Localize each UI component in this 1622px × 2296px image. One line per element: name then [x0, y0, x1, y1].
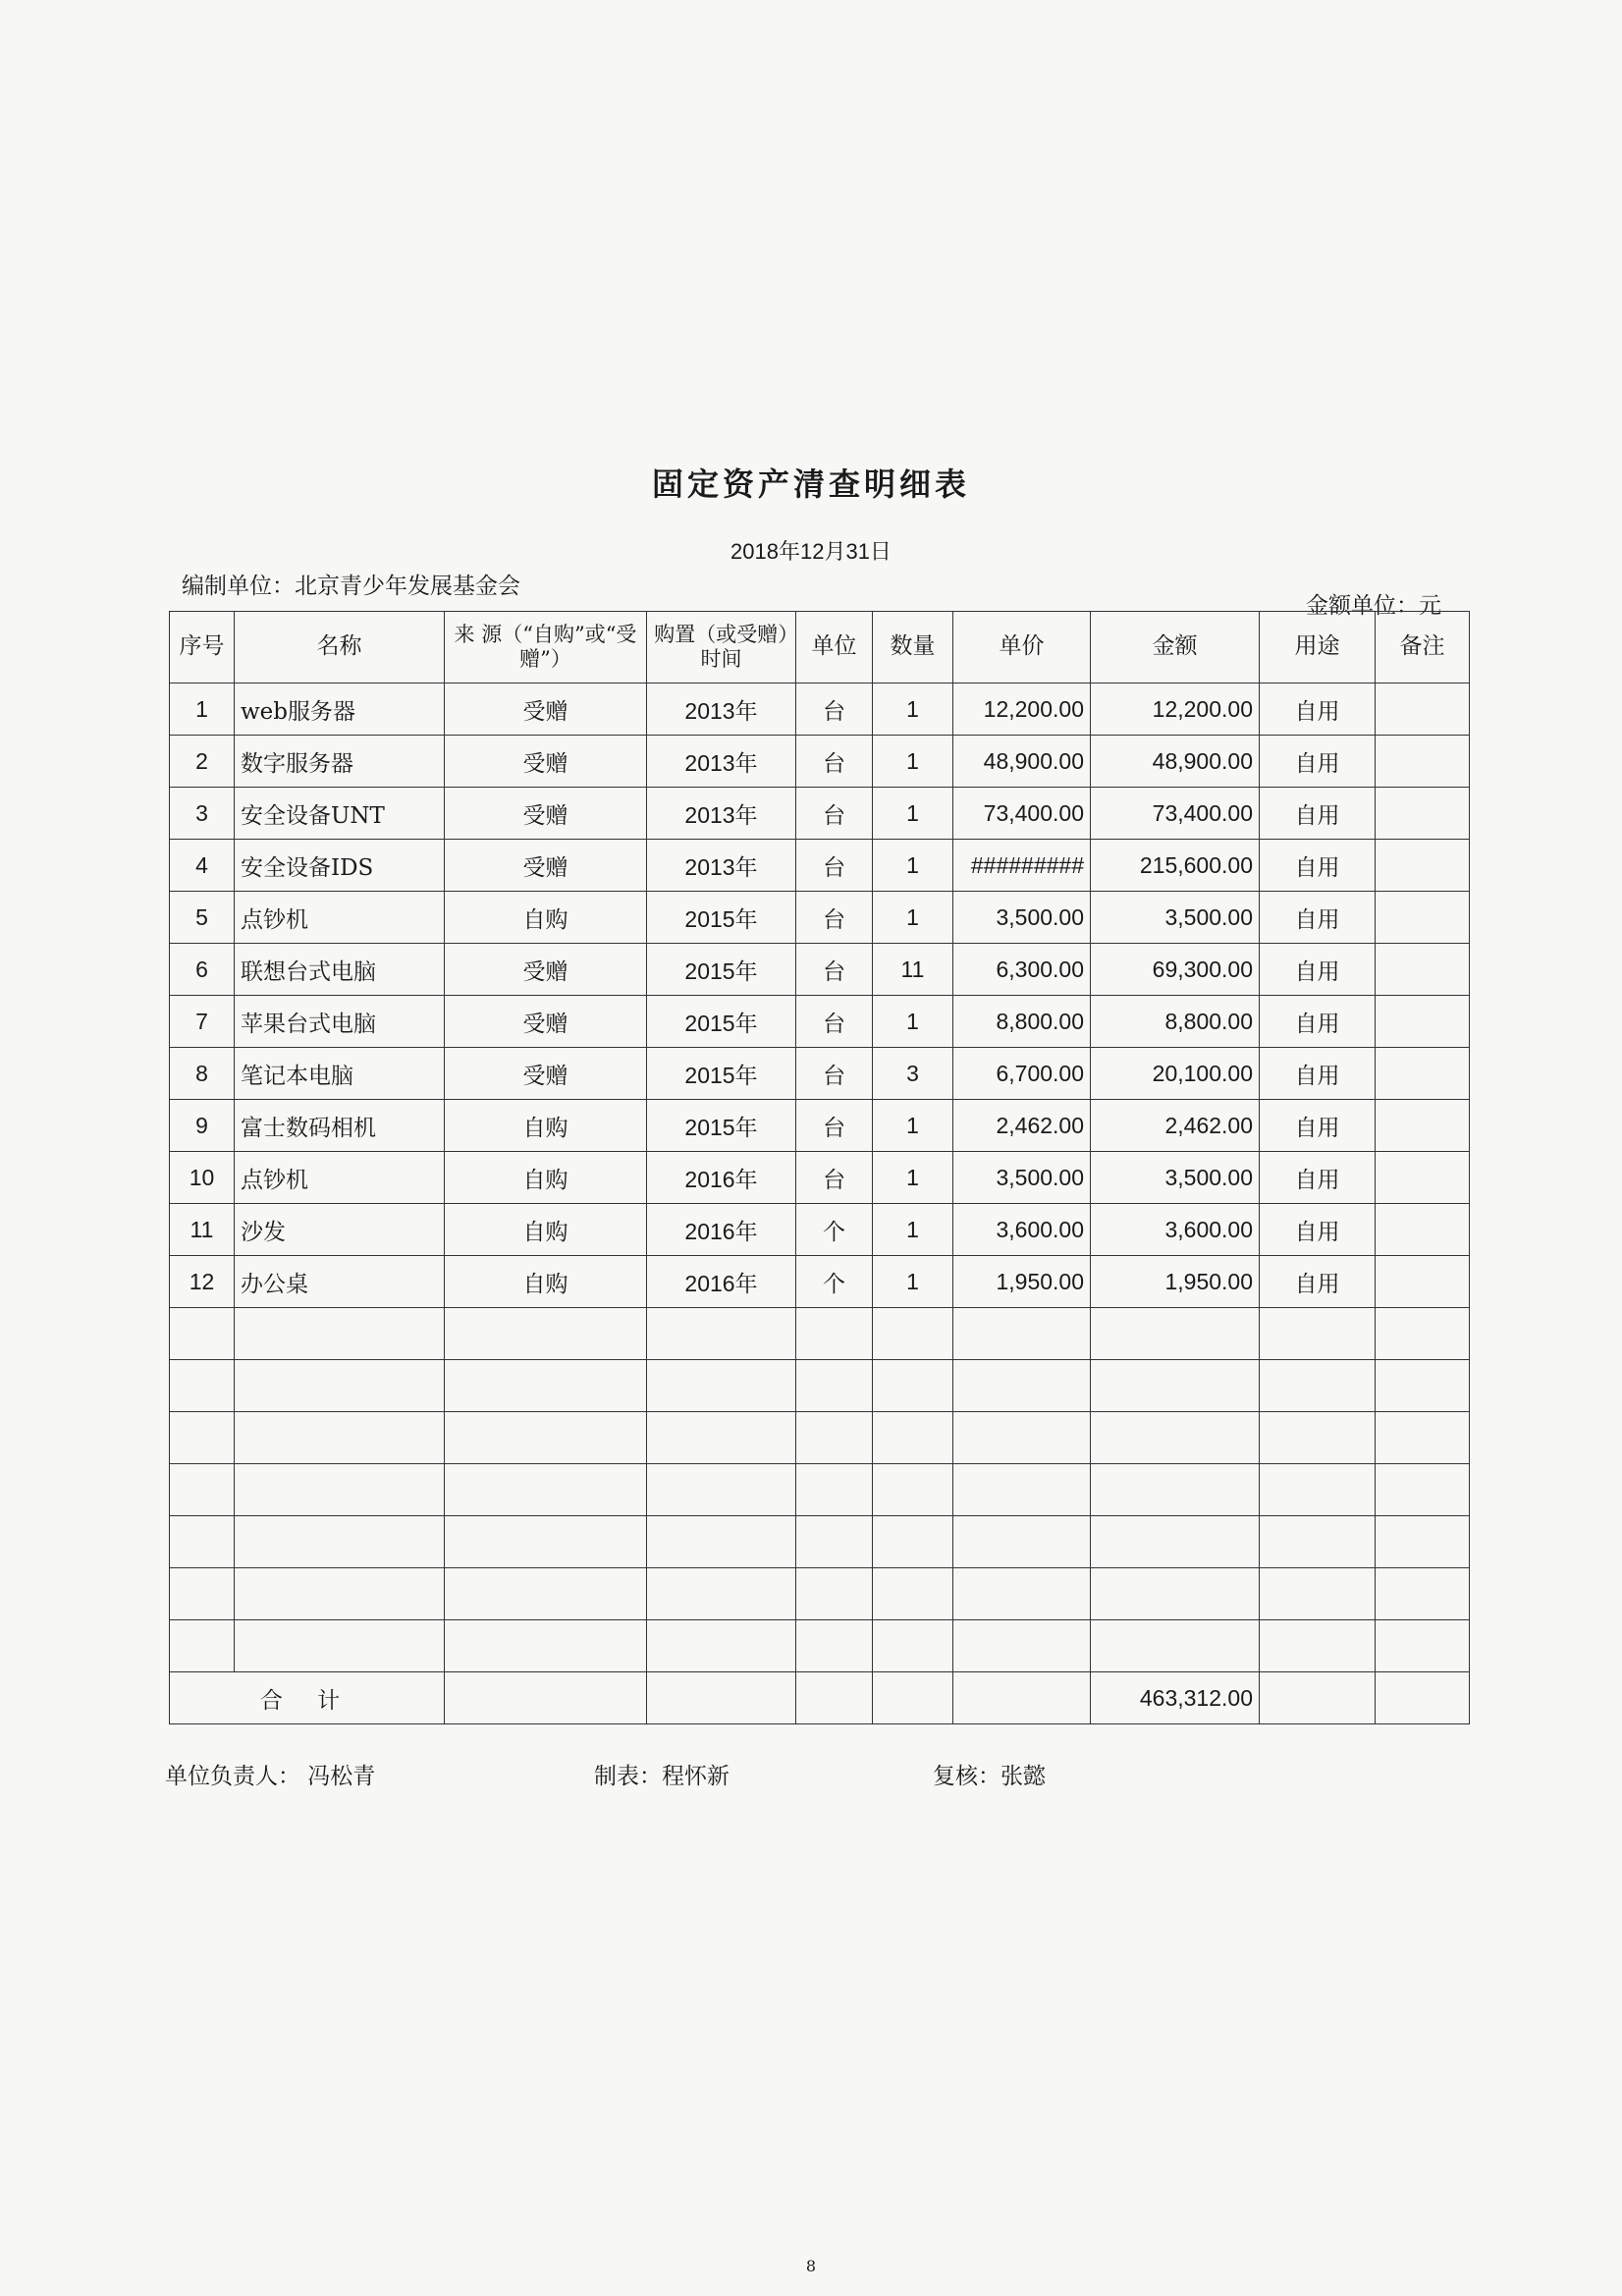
- empty-cell: [873, 1672, 953, 1724]
- cell-qty: 1: [873, 1100, 953, 1152]
- empty-cell: [445, 1464, 647, 1516]
- cell-year: 2013年: [647, 788, 796, 840]
- cell-no: 7: [170, 996, 235, 1048]
- cell-note: [1376, 1204, 1470, 1256]
- cell-note: [1376, 1048, 1470, 1100]
- empty-cell: [796, 1360, 873, 1412]
- cell-use: 自用: [1260, 683, 1376, 736]
- cell-amount: 20,100.00: [1091, 1048, 1260, 1100]
- cell-use: 自用: [1260, 1100, 1376, 1152]
- header-unit: 单位: [796, 612, 873, 683]
- cell-source: 受赠: [445, 840, 647, 892]
- cell-note: [1376, 996, 1470, 1048]
- empty-cell: [647, 1620, 796, 1672]
- cell-qty: 3: [873, 1048, 953, 1100]
- cell-price: 73,400.00: [953, 788, 1091, 840]
- cell-note: [1376, 1152, 1470, 1204]
- empty-cell: [647, 1308, 796, 1360]
- cell-name: 数字服务器: [235, 736, 445, 788]
- empty-cell: [953, 1360, 1091, 1412]
- empty-row: [170, 1412, 1470, 1464]
- header-price: 单价: [953, 612, 1091, 683]
- cell-note: [1376, 1256, 1470, 1308]
- cell-unit: 台: [796, 1100, 873, 1152]
- empty-cell: [1376, 1620, 1470, 1672]
- cell-no: 8: [170, 1048, 235, 1100]
- page-title: 固定资产清查明细表: [651, 465, 970, 503]
- page-number: 8: [805, 2257, 817, 2275]
- empty-cell: [445, 1672, 647, 1724]
- header-qty: 数量: [873, 612, 953, 683]
- cell-amount: 73,400.00: [1091, 788, 1260, 840]
- cell-unit: 个: [796, 1256, 873, 1308]
- cell-source: 自购: [445, 892, 647, 944]
- table-header-row: [170, 612, 1470, 683]
- empty-cell: [1376, 1308, 1470, 1360]
- cell-year: 2013年: [647, 683, 796, 736]
- table-row: [170, 736, 1470, 788]
- cell-amount: 69,300.00: [1091, 944, 1260, 996]
- empty-cell: [170, 1360, 235, 1412]
- total-row: [170, 1672, 1470, 1724]
- cell-price: 6,700.00: [953, 1048, 1091, 1100]
- cell-name: 点钞机: [235, 892, 445, 944]
- empty-cell: [235, 1360, 445, 1412]
- table-row: [170, 1048, 1470, 1100]
- cell-note: [1376, 892, 1470, 944]
- cell-no: 2: [170, 736, 235, 788]
- empty-cell: [796, 1412, 873, 1464]
- empty-cell: [1260, 1464, 1376, 1516]
- cell-unit: 台: [796, 892, 873, 944]
- empty-cell: [873, 1568, 953, 1620]
- empty-cell: [1376, 1360, 1470, 1412]
- total-amount: 463,312.00: [1091, 1672, 1260, 1724]
- cell-note: [1376, 944, 1470, 996]
- empty-row: [170, 1516, 1470, 1568]
- cell-no: 3: [170, 788, 235, 840]
- cell-amount: 48,900.00: [1091, 736, 1260, 788]
- cell-unit: 台: [796, 736, 873, 788]
- header-amount: 金额: [1091, 612, 1260, 683]
- cell-amount: 2,462.00: [1091, 1100, 1260, 1152]
- cell-name: web服务器: [235, 683, 445, 736]
- empty-row: [170, 1568, 1470, 1620]
- cell-year: 2015年: [647, 892, 796, 944]
- cell-unit: 台: [796, 944, 873, 996]
- empty-cell: [170, 1516, 235, 1568]
- cell-price: 48,900.00: [953, 736, 1091, 788]
- cell-use: 自用: [1260, 996, 1376, 1048]
- cell-amount: 3,500.00: [1091, 1152, 1260, 1204]
- empty-row: [170, 1308, 1470, 1360]
- header-purchase-time: 购置（或受赠）时间: [647, 612, 796, 683]
- empty-cell: [873, 1308, 953, 1360]
- cell-price: 2,462.00: [953, 1100, 1091, 1152]
- cell-name: 安全设备UNT: [235, 788, 445, 840]
- cell-note: [1376, 788, 1470, 840]
- empty-cell: [796, 1516, 873, 1568]
- empty-cell: [953, 1464, 1091, 1516]
- cell-qty: 1: [873, 736, 953, 788]
- empty-cell: [953, 1412, 1091, 1464]
- empty-cell: [1260, 1672, 1376, 1724]
- empty-cell: [170, 1308, 235, 1360]
- empty-cell: [1260, 1360, 1376, 1412]
- empty-cell: [1376, 1412, 1470, 1464]
- cell-name: 苹果台式电脑: [235, 996, 445, 1048]
- empty-cell: [796, 1672, 873, 1724]
- cell-qty: 1: [873, 1256, 953, 1308]
- empty-cell: [953, 1516, 1091, 1568]
- cell-source: 受赠: [445, 944, 647, 996]
- asset-table: [169, 611, 1470, 1724]
- empty-cell: [1091, 1308, 1260, 1360]
- empty-cell: [873, 1620, 953, 1672]
- empty-cell: [170, 1412, 235, 1464]
- cell-name: 点钞机: [235, 1152, 445, 1204]
- empty-cell: [1376, 1464, 1470, 1516]
- empty-cell: [953, 1620, 1091, 1672]
- cell-unit: 台: [796, 788, 873, 840]
- cell-year: 2013年: [647, 736, 796, 788]
- empty-cell: [445, 1360, 647, 1412]
- empty-cell: [1376, 1672, 1470, 1724]
- cell-amount: 1,950.00: [1091, 1256, 1260, 1308]
- cell-price: 8,800.00: [953, 996, 1091, 1048]
- table-row: [170, 1100, 1470, 1152]
- empty-cell: [1091, 1360, 1260, 1412]
- footer-preparer: 制表：程怀新: [594, 1764, 730, 1789]
- cell-qty: 1: [873, 788, 953, 840]
- empty-cell: [1091, 1516, 1260, 1568]
- cell-source: 自购: [445, 1100, 647, 1152]
- cell-year: 2016年: [647, 1152, 796, 1204]
- cell-use: 自用: [1260, 1204, 1376, 1256]
- currency-unit-label: 金额单位：元: [1306, 593, 1441, 619]
- empty-cell: [445, 1620, 647, 1672]
- cell-use: 自用: [1260, 736, 1376, 788]
- empty-cell: [445, 1412, 647, 1464]
- empty-cell: [1260, 1308, 1376, 1360]
- cell-price: #########: [953, 840, 1091, 892]
- empty-cell: [170, 1620, 235, 1672]
- cell-price: 3,500.00: [953, 1152, 1091, 1204]
- cell-price: 1,950.00: [953, 1256, 1091, 1308]
- cell-name: 沙发: [235, 1204, 445, 1256]
- cell-name: 富士数码相机: [235, 1100, 445, 1152]
- cell-year: 2013年: [647, 840, 796, 892]
- cell-use: 自用: [1260, 840, 1376, 892]
- header-use: 用途: [1260, 612, 1376, 683]
- cell-name: 安全设备IDS: [235, 840, 445, 892]
- empty-cell: [235, 1308, 445, 1360]
- cell-qty: 1: [873, 892, 953, 944]
- cell-year: 2016年: [647, 1204, 796, 1256]
- cell-note: [1376, 736, 1470, 788]
- asset-table-body: [170, 683, 1470, 1724]
- cell-no: 11: [170, 1204, 235, 1256]
- empty-cell: [796, 1464, 873, 1516]
- empty-cell: [796, 1568, 873, 1620]
- table-row: [170, 1256, 1470, 1308]
- report-date: 2018年12月31日: [730, 539, 892, 564]
- empty-cell: [170, 1568, 235, 1620]
- empty-cell: [445, 1516, 647, 1568]
- total-label: 合 计: [170, 1672, 445, 1724]
- empty-cell: [796, 1620, 873, 1672]
- cell-name: 办公桌: [235, 1256, 445, 1308]
- empty-cell: [1091, 1620, 1260, 1672]
- empty-cell: [1260, 1620, 1376, 1672]
- cell-no: 9: [170, 1100, 235, 1152]
- cell-no: 12: [170, 1256, 235, 1308]
- cell-unit: 台: [796, 1152, 873, 1204]
- cell-year: 2015年: [647, 1048, 796, 1100]
- cell-no: 4: [170, 840, 235, 892]
- empty-cell: [1091, 1412, 1260, 1464]
- cell-no: 5: [170, 892, 235, 944]
- table-row: [170, 1204, 1470, 1256]
- cell-source: 受赠: [445, 736, 647, 788]
- empty-cell: [235, 1568, 445, 1620]
- empty-cell: [873, 1412, 953, 1464]
- org-label: 编制单位：北京青少年发展基金会: [182, 574, 520, 599]
- empty-cell: [647, 1464, 796, 1516]
- cell-source: 自购: [445, 1204, 647, 1256]
- cell-use: 自用: [1260, 944, 1376, 996]
- empty-cell: [953, 1568, 1091, 1620]
- empty-cell: [1260, 1516, 1376, 1568]
- empty-cell: [445, 1568, 647, 1620]
- empty-cell: [235, 1620, 445, 1672]
- footer-leader: 单位负责人： 冯松青: [165, 1764, 376, 1789]
- header-name: 名称: [235, 612, 445, 683]
- cell-price: 6,300.00: [953, 944, 1091, 996]
- empty-cell: [1376, 1568, 1470, 1620]
- empty-cell: [235, 1464, 445, 1516]
- cell-year: 2015年: [647, 944, 796, 996]
- cell-amount: 215,600.00: [1091, 840, 1260, 892]
- cell-use: 自用: [1260, 1152, 1376, 1204]
- cell-qty: 1: [873, 840, 953, 892]
- cell-unit: 个: [796, 1204, 873, 1256]
- empty-cell: [873, 1464, 953, 1516]
- cell-note: [1376, 683, 1470, 736]
- cell-qty: 1: [873, 683, 953, 736]
- cell-name: 笔记本电脑: [235, 1048, 445, 1100]
- empty-cell: [647, 1568, 796, 1620]
- table-row: [170, 996, 1470, 1048]
- cell-amount: 3,600.00: [1091, 1204, 1260, 1256]
- empty-cell: [873, 1360, 953, 1412]
- table-row: [170, 840, 1470, 892]
- cell-qty: 1: [873, 996, 953, 1048]
- cell-name: 联想台式电脑: [235, 944, 445, 996]
- cell-no: 10: [170, 1152, 235, 1204]
- empty-cell: [1091, 1568, 1260, 1620]
- cell-use: 自用: [1260, 1256, 1376, 1308]
- cell-amount: 3,500.00: [1091, 892, 1260, 944]
- cell-note: [1376, 840, 1470, 892]
- table-row: [170, 892, 1470, 944]
- table-row: [170, 683, 1470, 736]
- header-source: 来 源（“自购”或“受赠”）: [445, 612, 647, 683]
- cell-amount: 8,800.00: [1091, 996, 1260, 1048]
- cell-note: [1376, 1100, 1470, 1152]
- empty-cell: [953, 1308, 1091, 1360]
- cell-source: 受赠: [445, 996, 647, 1048]
- cell-unit: 台: [796, 1048, 873, 1100]
- empty-cell: [796, 1308, 873, 1360]
- empty-cell: [235, 1412, 445, 1464]
- table-row: [170, 944, 1470, 996]
- cell-source: 自购: [445, 1152, 647, 1204]
- empty-row: [170, 1464, 1470, 1516]
- header-note: 备注: [1376, 612, 1470, 683]
- cell-source: 受赠: [445, 1048, 647, 1100]
- header-no: 序号: [170, 612, 235, 683]
- empty-cell: [1260, 1568, 1376, 1620]
- empty-cell: [1376, 1516, 1470, 1568]
- cell-source: 受赠: [445, 683, 647, 736]
- cell-unit: 台: [796, 683, 873, 736]
- empty-cell: [1260, 1412, 1376, 1464]
- cell-no: 1: [170, 683, 235, 736]
- empty-cell: [170, 1464, 235, 1516]
- empty-cell: [647, 1360, 796, 1412]
- cell-price: 3,500.00: [953, 892, 1091, 944]
- cell-year: 2015年: [647, 1100, 796, 1152]
- cell-price: 3,600.00: [953, 1204, 1091, 1256]
- empty-cell: [647, 1516, 796, 1568]
- cell-use: 自用: [1260, 788, 1376, 840]
- cell-price: 12,200.00: [953, 683, 1091, 736]
- empty-cell: [953, 1672, 1091, 1724]
- table-row: [170, 1152, 1470, 1204]
- empty-cell: [1091, 1464, 1260, 1516]
- cell-unit: 台: [796, 996, 873, 1048]
- cell-use: 自用: [1260, 892, 1376, 944]
- empty-cell: [647, 1672, 796, 1724]
- cell-year: 2015年: [647, 996, 796, 1048]
- cell-qty: 1: [873, 1152, 953, 1204]
- footer-reviewer: 复核：张懿: [933, 1764, 1046, 1789]
- empty-cell: [647, 1412, 796, 1464]
- cell-qty: 1: [873, 1204, 953, 1256]
- cell-use: 自用: [1260, 1048, 1376, 1100]
- cell-unit: 台: [796, 840, 873, 892]
- cell-year: 2016年: [647, 1256, 796, 1308]
- cell-no: 6: [170, 944, 235, 996]
- cell-qty: 11: [873, 944, 953, 996]
- cell-source: 自购: [445, 1256, 647, 1308]
- empty-row: [170, 1360, 1470, 1412]
- cell-amount: 12,200.00: [1091, 683, 1260, 736]
- table-row: [170, 788, 1470, 840]
- empty-cell: [445, 1308, 647, 1360]
- empty-cell: [235, 1516, 445, 1568]
- cell-source: 受赠: [445, 788, 647, 840]
- empty-cell: [873, 1516, 953, 1568]
- empty-row: [170, 1620, 1470, 1672]
